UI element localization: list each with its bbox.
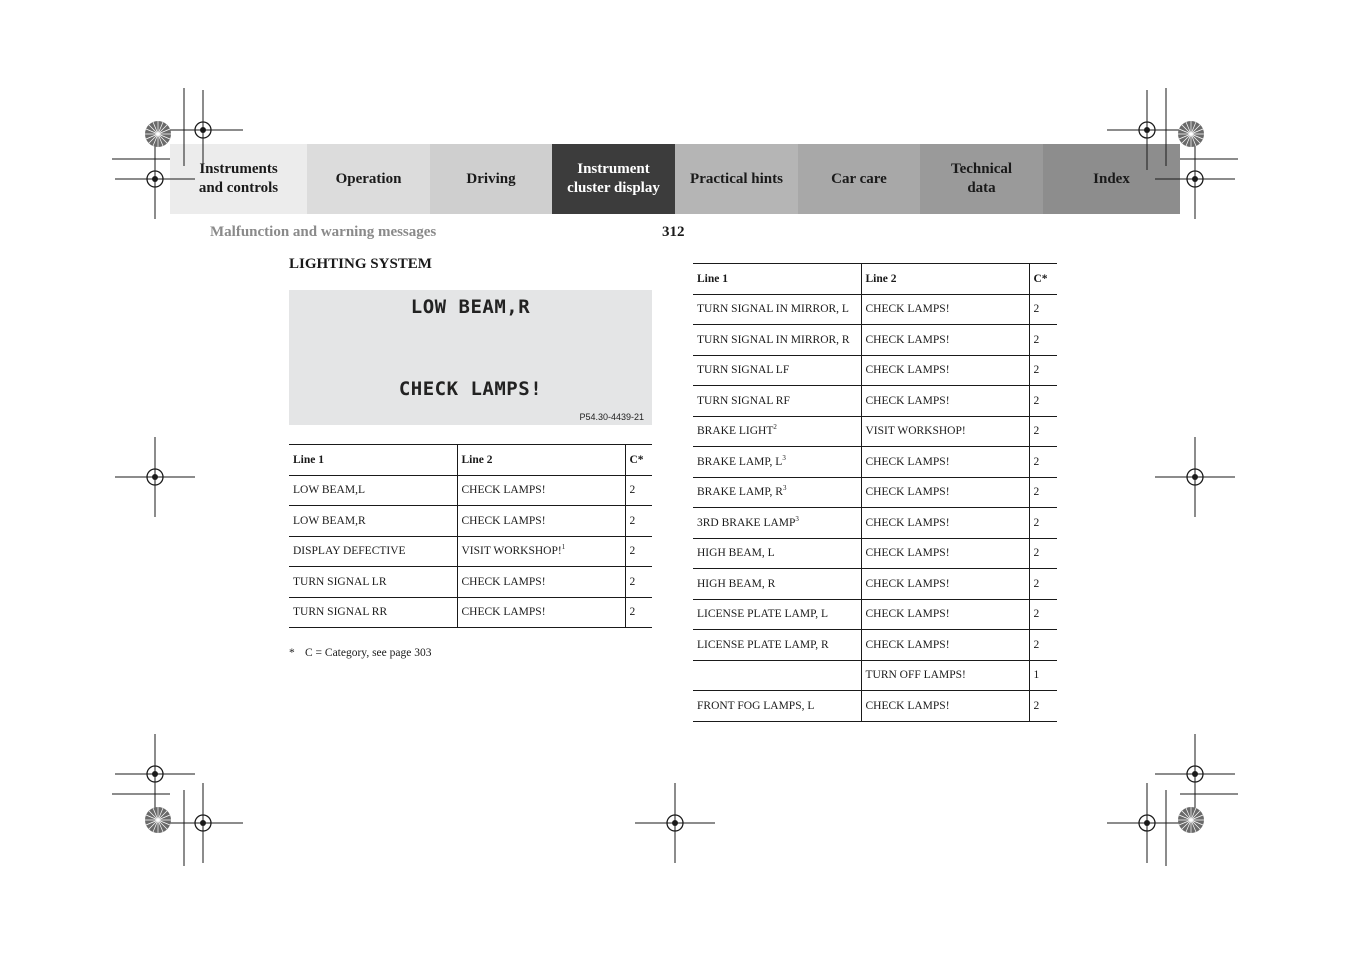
footnote-text: C = Category, see page 303: [305, 647, 432, 659]
cell-category-text: 2: [1033, 577, 1040, 590]
column-header: Line 2: [457, 445, 625, 476]
cell-category-text: 2: [629, 484, 636, 497]
cell-category-text: 2: [629, 545, 636, 558]
cell-line-2-text: CHECK LAMPS!: [461, 514, 546, 527]
cell-category-text: 2: [1033, 608, 1040, 621]
image-reference: P54.30-4439-21: [579, 412, 644, 422]
cell-line-1-text: TURN SIGNAL RF: [697, 394, 790, 407]
cell-line-1-text: DISPLAY DEFECTIVE: [293, 545, 406, 558]
cell-line-2-text: CHECK LAMPS!: [865, 303, 950, 316]
footnote-reference: 3: [795, 514, 799, 523]
cell-line-2-text: CHECK LAMPS!: [865, 486, 950, 499]
cell-line-1-text: BRAKE LAMP, R: [697, 486, 783, 499]
cell-line-1-text: TURN SIGNAL LR: [293, 575, 387, 588]
cell-line-1-text: LICENSE PLATE LAMP, R: [697, 638, 829, 651]
cell-category-text: 2: [1033, 455, 1040, 468]
tab-practical-hints[interactable]: Practical hints: [675, 144, 798, 214]
cell-line-2-text: CHECK LAMPS!: [461, 606, 546, 619]
cell-line-2-text: CHECK LAMPS!: [865, 608, 950, 621]
column-header: C*: [1029, 264, 1057, 295]
cell-line-1-text: BRAKE LIGHT: [697, 425, 774, 438]
cell-line-1-text: 3RD BRAKE LAMP: [697, 516, 796, 529]
cell-line-1-text: TURN SIGNAL IN MIRROR, L: [697, 303, 849, 316]
cell-line-2-text: CHECK LAMPS!: [461, 575, 546, 588]
tab-instruments-and-controls[interactable]: Instruments and controls: [170, 144, 307, 214]
page-heading: LIGHTING SYSTEM: [289, 256, 432, 272]
cell-line-1-text: HIGH BEAM, R: [697, 577, 776, 590]
display-line-2: CHECK LAMPS!: [398, 378, 543, 400]
cell-line-2-text: CHECK LAMPS!: [865, 699, 950, 712]
column-header: Line 2: [861, 264, 1029, 295]
cell-line-1-text: TURN SIGNAL LF: [697, 364, 790, 377]
cell-line-1-text: LOW BEAM,R: [293, 514, 366, 527]
cell-line-1-text: BRAKE LAMP, L: [697, 455, 783, 468]
cell-category-text: 2: [1033, 364, 1040, 377]
cell-category-text: 2: [1033, 638, 1040, 651]
column-header: Line 1: [693, 264, 861, 295]
tab-technical-data[interactable]: Technical data: [920, 144, 1043, 214]
cell-category-text: 2: [1033, 394, 1040, 407]
cell-line-1-text: LOW BEAM,L: [293, 484, 365, 497]
cell-line-2-text: CHECK LAMPS!: [865, 547, 950, 560]
cell-category-text: 2: [1033, 516, 1040, 529]
cell-category-text: 1: [1033, 669, 1040, 682]
cell-line-2-text: CHECK LAMPS!: [865, 364, 950, 377]
cell-line-1-text: TURN SIGNAL IN MIRROR, R: [697, 333, 850, 346]
column-header: C*: [625, 445, 652, 476]
cell-line-2-text: TURN OFF LAMPS!: [865, 669, 966, 682]
cell-line-2-text: VISIT WORKSHOP!: [461, 545, 562, 558]
cell-line-2-text: VISIT WORKSHOP!: [865, 425, 966, 438]
tab-operation[interactable]: Operation: [307, 144, 430, 214]
cell-line-1-text: FRONT FOG LAMPS, L: [697, 699, 815, 712]
footnote-reference: 3: [782, 453, 786, 462]
cell-line-1-text: HIGH BEAM, L: [697, 547, 775, 560]
cell-line-1-text: TURN SIGNAL RR: [293, 606, 388, 619]
cell-line-2-text: CHECK LAMPS!: [865, 638, 950, 651]
footnote-reference: 3: [782, 484, 787, 493]
cell-category-text: 2: [629, 514, 636, 527]
cell-category-text: 2: [1033, 425, 1040, 438]
cell-category-text: 2: [1033, 699, 1040, 712]
tab-car-care[interactable]: Car care: [798, 144, 920, 214]
footnote-reference: 1: [561, 543, 566, 552]
cell-line-2-text: CHECK LAMPS!: [865, 333, 950, 346]
cell-category-text: 2: [629, 606, 636, 619]
tab-index[interactable]: Index: [1043, 144, 1180, 214]
cell-line-1-text: LICENSE PLATE LAMP, L: [697, 608, 828, 621]
display-line-1: LOW BEAM,R: [410, 296, 531, 318]
cell-line-2-text: CHECK LAMPS!: [865, 455, 950, 468]
cell-category-text: 2: [1033, 333, 1040, 346]
tab-driving[interactable]: Driving: [430, 144, 552, 214]
cell-category-text: 2: [1033, 486, 1040, 499]
cell-line-2-text: CHECK LAMPS!: [865, 516, 950, 529]
cell-line-2-text: CHECK LAMPS!: [461, 484, 546, 497]
column-header: Line 1: [289, 445, 457, 476]
tab-instrument-cluster-display[interactable]: Instrument cluster display: [552, 144, 675, 214]
cell-category-text: 2: [1033, 547, 1040, 560]
section-title: Malfunction and warning messages: [210, 224, 437, 240]
cell-category-text: 2: [629, 575, 636, 588]
cell-category-text: 2: [1033, 303, 1040, 316]
cell-line-2-text: CHECK LAMPS!: [865, 394, 950, 407]
page-number: 312: [662, 224, 685, 240]
cell-line-2-text: CHECK LAMPS!: [865, 577, 950, 590]
footnote-reference: 2: [773, 423, 777, 432]
footnote-marker: *: [289, 647, 295, 659]
